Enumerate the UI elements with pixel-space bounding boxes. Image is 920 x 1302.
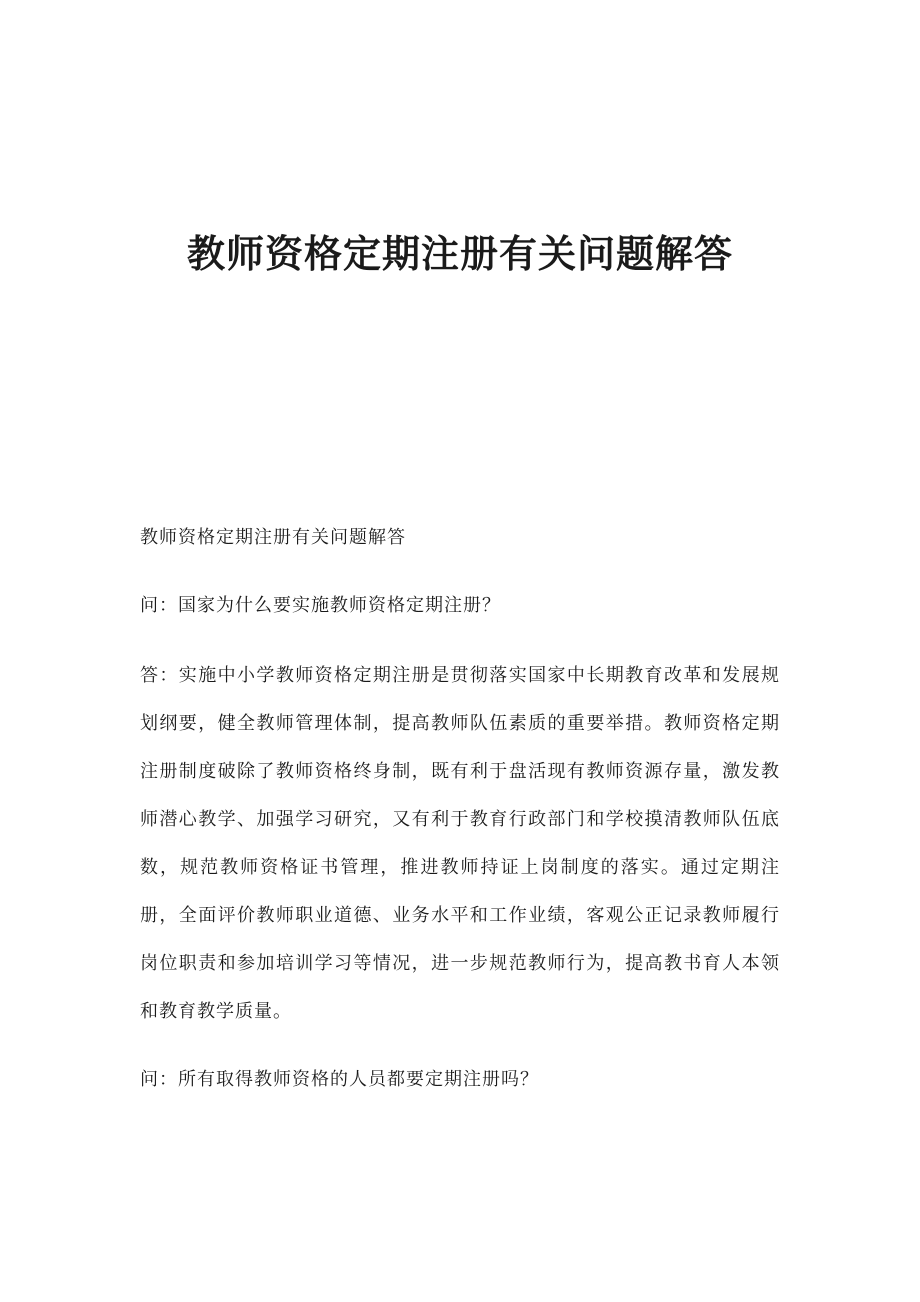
- question-2: 问：所有取得教师资格的人员都要定期注册吗？: [140, 1069, 539, 1090]
- document-title: 教师资格定期注册有关问题解答: [186, 231, 733, 276]
- question-1: 问：国家为什么要实施教师资格定期注册？: [140, 595, 501, 616]
- document-subtitle: 教师资格定期注册有关问题解答: [140, 527, 406, 548]
- answer-1: 答：实施中小学教师资格定期注册是贯彻落实国家中长期教育改革和发展规划纲要，健全教师管理体制，提高教师队伍素质的重要举措。教师资格定期注册制度破除了教师资格终身制，既有利于盘活现有教师资源存量，激发教师潜心教学、加强学习研究，又有利于教育行政部门和学校摸清教师队伍底数，规范教师资格证书管理，推进教师持证上岗制度的落实。通过定期注册，全面评价教师职业道德、业务水平和工作业绩，客观公正记录教师履行岗位职责和参加培训学习等情况，进一步规范教师行为，提高教书育人本领和教育教学质量。: [140, 665, 780, 1022]
- document-body: [140, 522, 780, 1132]
